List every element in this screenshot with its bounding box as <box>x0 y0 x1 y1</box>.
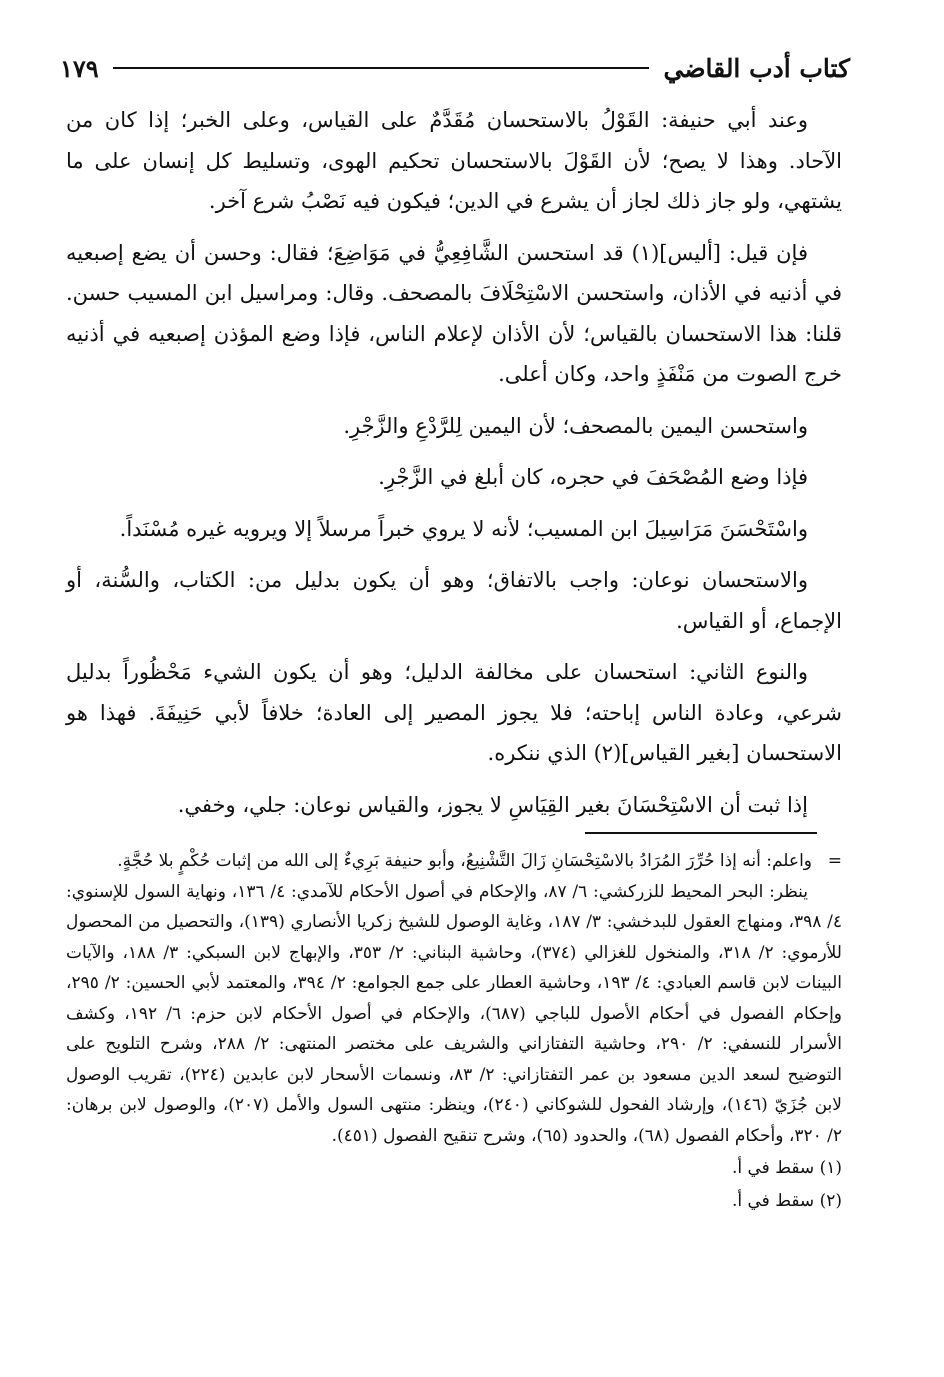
main-text <box>66 100 842 836</box>
paragraph: وعند أبي حنيفة: القَوْلُ بالاستحسان مُقَدَّمٌ على القياس، وعلى الخبر؛ إذا كان من الآحاد. وهذا لا يصح؛ لأن القَوْلَ بالاستحسان تحكيم الهوى، وتسليط كل إنسان على ما يشتهي، ولو جاز ذلك لجاز أن يشرع في الدين؛ فيكون فيه نَصْبُ شرع آخر. <box>66 108 842 213</box>
running-header <box>60 48 850 88</box>
footnote-2: (٢) سقط في أ. <box>731 1190 842 1211</box>
continuation-mark: = <box>827 851 842 871</box>
page-number: ١٧٩ <box>60 53 99 83</box>
paragraph: فإذا وضع المُصْحَفَ في حجره، كان أبلغ في الزَّجْرِ. <box>378 465 808 489</box>
footnotes-section <box>66 846 842 1216</box>
book-title: كتاب أدب القاضي <box>663 53 850 83</box>
paragraph: إذا ثبت أن الاسْتِحْسَانَ بغير القِيَاسِ لا يجوز، والقياس نوعان: جلي، وخفي. <box>177 792 808 817</box>
footnote-1: (١) سقط في أ. <box>731 1158 842 1178</box>
paragraph: والنوع الثاني: استحسان على مخالفة الدليل؛ وهو أن يكون الشيء مَحْظُوراً بدليل شرعي، وعادة الناس إباحته؛ فلا يجوز المصير إلى العادة؛ خلافاً لأبي حَنِيفَةَ. فهذا هو الاستحسان [بغير القياس](٢) الذي ننكره. <box>66 660 842 765</box>
paragraph: واسْتَحْسَنَ مَرَاسِيلَ ابن المسيب؛ لأنه لا يروي خبراً مرسلاً إلا ويرويه غيره مُسْنَداً. <box>119 516 808 541</box>
footnote-separator <box>585 832 817 834</box>
footnote-continuation <box>66 846 842 877</box>
footnote-references: ينظر: البحر المحيط للزركشي: ٦/ ٨٧، والإحكام في أصول الأحكام للآمدي: ٤/ ١٣٦، ونهاية السول للإسنوي: ٤/ ٣٩٨، ومنهاج العقول للبدخشي: ٣/ ١٨٧، وغاية الوصول للشيخ زكريا الأنصاري (١٣٩)، والتحصيل من المحصول للأرموي: ٢/ ٣١٨، والمنخول للغزالي (٣٧٤)، وحاشية البناني: ٢/ ٣٥٣، والإبهاج لابن السبكي: ٣/ ١٨٨، والآيات البينات لابن قاسم العبادي: ٤/ ١٩٣، وحاشية العطار على جمع الجوامع: ٢/ ٣٩٤، والمعتمد لأبي الحسين: ٢/ ٢٩٥، وإحكام الفصول في أحكام الأصول للباجي (٦٨٧)، والإحكام في أصول الأحكام لابن حزم: ٦/ ١٩٢، وكشف الأسرار للنسفي: ٢/ ٢٩٠، وحاشية التفتازاني والشريف على مختصر المنتهى: ٢/ ٢٨٨، وشرح التلويح على التوضيح لسعد الدين مسعود بن عمر التفتازاني: ٢/ ٨٣، ونسمات الأسحار لابن عابدين (٢٢٤)، تقريب الوصول لابن جُزَيّ (١٤٦)، وإرشاد الفحول للشوكاني (٢٤٠)، وينظر: منتهى السول والأمل (٢٠٧)، والوصول لابن برهان: ٢/ ٣٢٠، وأحكام الفصول (٦٨)، والحدود (٦٥)، وشرح تنقيح الفصول (٤٥١). <box>66 881 843 1146</box>
paragraph: فإن قيل: [أليس](١) قد استحسن الشَّافِعِيُّ في مَوَاضِعَ؛ فقال: وحسن أن يضع إصبعيه في أذنيه في الأذان، واستحسن الاسْتِحْلَافَ بالمصحف. وقال: ومراسيل ابن المسيب حسن. قلنا: هذا الاستحسان بالقياس؛ لأن الأذان لإعلام الناس، فإذا وضع المؤذن إصبعيه في أذنيه خرج الصوت من مَنْفَذٍ واحد، وكان أعلى. <box>66 240 842 386</box>
header-rule <box>113 67 650 69</box>
paragraph: والاستحسان نوعان: واجب بالاتفاق؛ وهو أن يكون بدليل من: الكتاب، والسُّنة، أو الإجماع، أو القياس. <box>66 568 842 633</box>
continuation-text: واعلم: أنه إذا حُرِّرَ المُرَادُ بالاسْتِحْسَانِ زَالَ التَّشْنِيعُ، وأبو حنيفة بَرِيءٌ إلى الله من إثبات حُكْمٍ بلا حُجَّةٍ. <box>117 851 812 871</box>
paragraph: واستحسن اليمين بالمصحف؛ لأن اليمين لِلرَّدْعِ والزَّجْرِ. <box>343 413 808 438</box>
